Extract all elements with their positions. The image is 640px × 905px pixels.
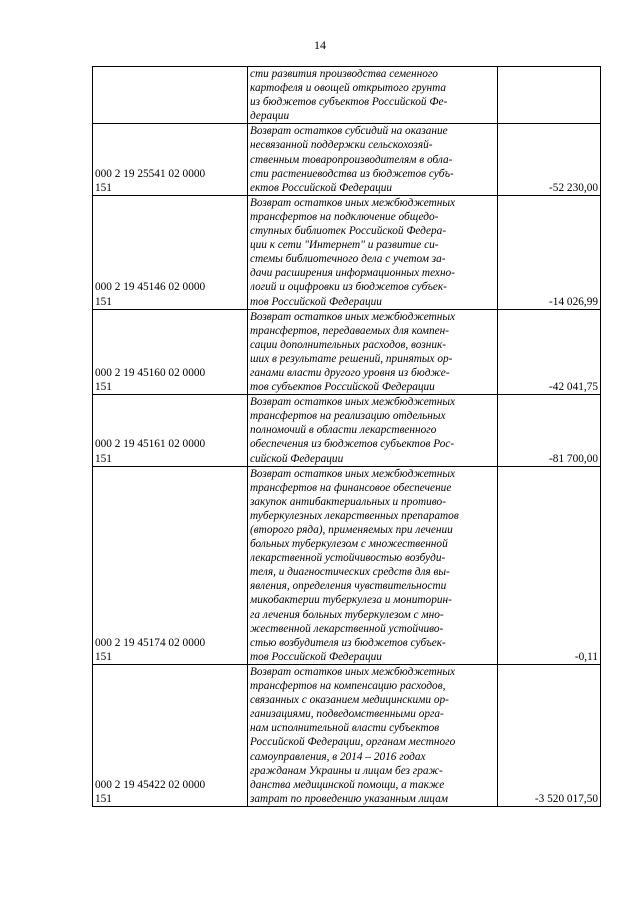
description-line: ектов Российской Федерации: [250, 181, 393, 194]
description-line: га лечения больных туберкулезом с мно-: [250, 608, 444, 621]
table-row: [93, 466, 601, 664]
description-cell: [248, 466, 498, 664]
description-line: дерации: [250, 110, 290, 123]
description-line: сти развития производства семенного: [250, 68, 438, 80]
table-row: [93, 395, 601, 466]
description-line: стемы библиотечного дела с учетом за-: [250, 253, 446, 266]
description-line: ции к сети "Интернет" и развитие си-: [250, 239, 439, 252]
description-line: самоуправления, в 2014 – 2016 годах: [250, 750, 426, 763]
amount-cell: -81 700,00: [498, 395, 601, 466]
description-line: затрат по проведению указанным лицам: [250, 792, 448, 805]
amount-cell: -14 026,99: [498, 195, 601, 309]
description-line: закупок антибактериальных и противо-: [250, 495, 446, 508]
description-line: тов Российской Федерации: [250, 295, 382, 308]
description-line: Возврат остатков иных межбюджетных: [250, 665, 456, 678]
description-line: Возврат остатков субсидий на оказание: [250, 125, 448, 138]
description-line: нам исполнительной власти субъектов: [250, 722, 440, 735]
budget-code-line: 151: [95, 792, 112, 805]
budget-code-line: 000 2 19 25541 02 0000: [95, 167, 206, 180]
description-line: из бюджетов субъектов Российской Фе-: [250, 96, 448, 109]
budget-code-cell: [93, 195, 248, 309]
description-line: Возврат остатков иных межбюджетных: [250, 396, 456, 409]
description-line: трансфертов, передаваемых для компен-: [250, 324, 450, 337]
description-line: тов субъектов Российской Федерации: [250, 381, 435, 394]
table-row: [93, 67, 601, 124]
description-line: обеспечения из бюджетов субъектов Рос-: [250, 438, 455, 451]
description-line: данства медицинской помощи, а также: [250, 778, 445, 791]
budget-code-line: 000 2 19 45146 02 0000: [95, 281, 206, 294]
description-line: связанных с оказанием медицинскими ор-: [250, 694, 449, 707]
description-line: дачи расширения информационных техно-: [250, 267, 455, 280]
description-line: Российской Федерации, органам местного: [250, 736, 456, 749]
description-line: Возврат остатков иных межбюджетных: [250, 467, 456, 480]
description-line: полномочий в области лекарственного: [250, 424, 437, 437]
description-line: сийской Федерации: [250, 452, 344, 465]
table-row: [93, 309, 601, 395]
budget-code-line: 151: [95, 650, 112, 663]
description-line: трансфертов на реализацию отдельных: [250, 410, 446, 423]
description-line: микобактерии туберкулеза и мониторин-: [250, 594, 452, 607]
description-line: стью возбудителя из бюджетов субъек-: [250, 636, 446, 649]
description-cell: [248, 67, 498, 124]
table-row: [93, 664, 601, 806]
description-line: картофеля и овощей открытого грунта: [250, 82, 447, 95]
description-line: гражданам Украины и лицам без граж-: [250, 764, 443, 777]
description-line: туберкулезных лекарственных препаратов: [250, 509, 459, 522]
description-line: логий и оцифровки из бюджетов субъек-: [250, 281, 447, 294]
description-cell: [248, 124, 498, 195]
description-line: жественной лекарственной устойчиво-: [250, 622, 444, 635]
description-line: тов Российской Федерации: [250, 650, 382, 663]
budget-code-line: 000 2 19 45174 02 0000: [95, 636, 206, 649]
description-line: ственным товаропроизводителям в обла-: [250, 153, 453, 166]
budget-code-cell: [93, 309, 248, 395]
budget-code-cell: [93, 395, 248, 466]
description-line: лекарственной устойчивостью возбуди-: [250, 552, 446, 565]
budget-code-line: 151: [95, 381, 112, 394]
description-line: трансфертов на подключение общедо-: [250, 210, 439, 223]
budget-table: [92, 66, 601, 807]
table-row: [93, 195, 601, 309]
description-line: ганами власти другого уровня из бюдже-: [250, 366, 450, 379]
description-line: Возврат остатков иных межбюджетных: [250, 310, 456, 323]
description-cell: [248, 309, 498, 395]
description-line: несвязанной поддержки сельскохозяй-: [250, 139, 433, 152]
budget-table-body: [93, 67, 601, 807]
budget-code-line: 000 2 19 45161 02 0000: [95, 438, 206, 451]
budget-code-line: 151: [95, 181, 112, 194]
budget-code-line: 000 2 19 45160 02 0000: [95, 366, 206, 379]
page-number: 14: [314, 38, 326, 52]
description-cell: [248, 195, 498, 309]
description-line: сации дополнительных расходов, возник-: [250, 338, 447, 351]
table-row: [93, 124, 601, 195]
description-cell: [248, 395, 498, 466]
description-line: теля, и диагностических средств для вы-: [250, 566, 450, 579]
amount-cell: -52 230,00: [498, 124, 601, 195]
description-line: ганизациями, подведомственными орга-: [250, 708, 444, 721]
amount-cell: [498, 67, 601, 124]
description-line: Возврат остатков иных межбюджетных: [250, 196, 456, 209]
budget-code-cell: [93, 124, 248, 195]
amount-cell: -42 041,75: [498, 309, 601, 395]
description-line: трансфертов на компенсацию расходов,: [250, 680, 446, 693]
description-line: трансфертов на финансовое обеспечение: [250, 481, 452, 494]
description-line: ступных библиотек Российской Федера-: [250, 225, 447, 238]
amount-cell: -0,11: [498, 466, 601, 664]
amount-cell: -3 520 017,50: [498, 664, 601, 806]
description-cell: [248, 664, 498, 806]
description-line: ших в результате решений, принятых ор-: [250, 352, 453, 365]
budget-code-line: 151: [95, 452, 112, 465]
description-line: сти растениеводства из бюджетов субъ-: [250, 167, 454, 180]
budget-code-cell: [93, 466, 248, 664]
description-line: (второго ряда), применяемых при лечении: [250, 524, 453, 536]
description-line: больных туберкулезом с множественной: [250, 538, 448, 551]
budget-code-cell: [93, 67, 248, 124]
budget-code-line: 000 2 19 45422 02 0000: [95, 778, 206, 791]
budget-code-line: 151: [95, 295, 112, 308]
budget-code-cell: [93, 664, 248, 806]
description-line: явления, определения чувствительности: [250, 580, 447, 593]
